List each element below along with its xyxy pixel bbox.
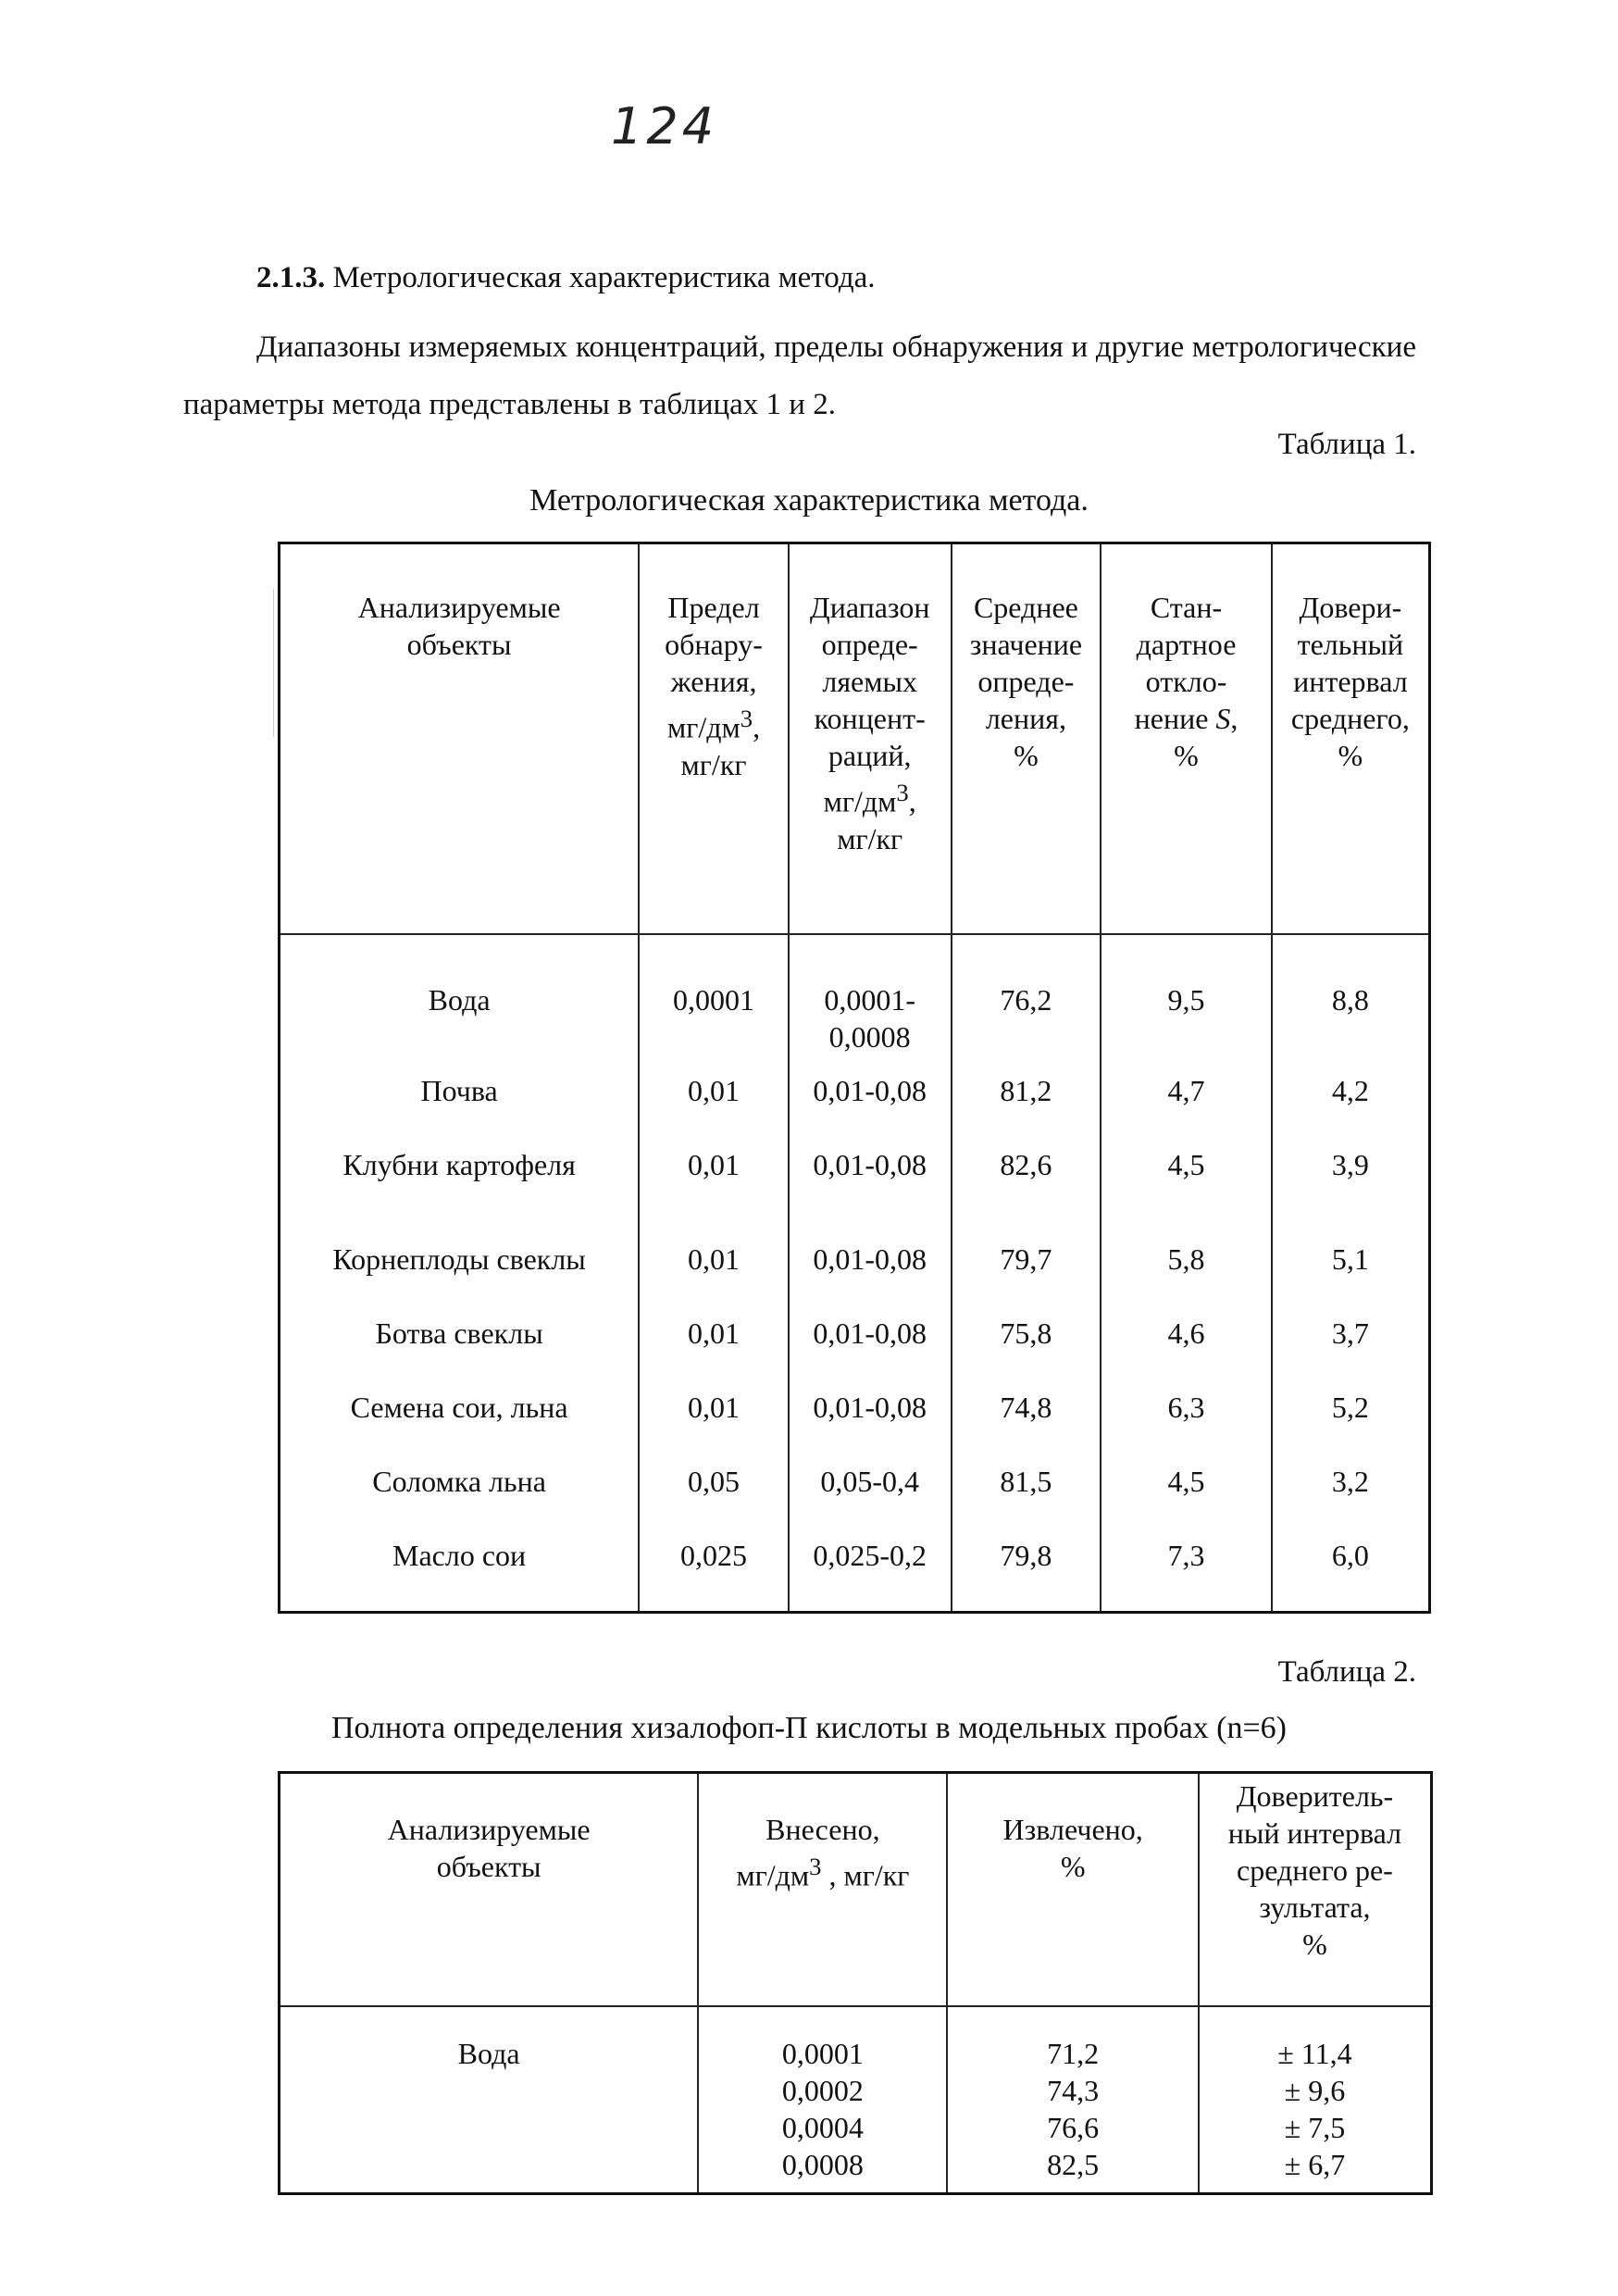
- cell-mean: 82,6: [952, 1129, 1101, 1204]
- cell-range-text: 0,0001-0,0008: [824, 983, 915, 1054]
- cell-ci: 3,2: [1272, 1446, 1430, 1520]
- cell-object: Соломка льна: [280, 1446, 640, 1520]
- cell-added-value: 0,0004: [781, 2111, 864, 2144]
- cell-std: 4,6: [1101, 1298, 1271, 1372]
- cell-object: Семена сои, льна: [280, 1372, 640, 1446]
- cell-range: 0,025-0,2: [789, 1520, 952, 1613]
- table2-label: Таблица 2.: [1277, 1655, 1416, 1689]
- cell-object: Ботва свеклы: [280, 1298, 640, 1372]
- cell-object: Масло сои: [280, 1520, 640, 1613]
- cell-mean: 81,2: [952, 1055, 1101, 1129]
- cell-ci: 4,2: [1272, 1055, 1430, 1129]
- cell-std: 4,5: [1101, 1446, 1271, 1520]
- cell-limit: 0,01: [639, 1055, 789, 1129]
- table1-label: Таблица 1.: [1277, 428, 1416, 461]
- col-header-ci: Доверитель- ный интервал среднего ре- зультата, %: [1199, 1773, 1432, 2007]
- table-row: [280, 1520, 1430, 1613]
- cell-range: 0,01-0,08: [789, 1129, 952, 1204]
- cell-ci-value: ± 11,4: [1277, 2037, 1352, 2070]
- table-metrological-characteristics: [278, 542, 1431, 1614]
- cell-ci: 5,1: [1272, 1204, 1430, 1298]
- table-row: [280, 934, 1430, 1055]
- cell-ci: 6,0: [1272, 1520, 1430, 1613]
- table-row: [280, 1298, 1430, 1372]
- cell-limit: 0,05: [639, 1446, 789, 1520]
- cell-object: Вода: [280, 934, 640, 1055]
- cell-added-value: 0,0002: [781, 2074, 864, 2107]
- col-header-range: Диапазон опреде- ляемых концент- раций, $мг/дм^3$, мг/кг: [789, 543, 952, 935]
- cell-limit: 0,025: [639, 1520, 789, 1613]
- intro-paragraph: Диапазоны измеряемых концентраций, пределы обнаружения и другие метрологические параметры метода представлены в таблицах 1 и 2.: [183, 331, 1416, 421]
- cell-range: 0,01-0,08: [789, 1055, 952, 1129]
- table2-title: Полнота определения хизалофоп-П кислоты в модельных пробах (n=6): [330, 1711, 1287, 1745]
- cell-mean: 79,8: [952, 1520, 1101, 1613]
- cell-recovered-value: 71,2: [1047, 2037, 1100, 2070]
- cell-std: 7,3: [1101, 1520, 1271, 1613]
- cell-added: [698, 2006, 947, 2194]
- table-row: [280, 1055, 1430, 1129]
- table1-header-row: [280, 543, 1430, 935]
- cell-ci-value: ± 6,7: [1284, 2148, 1346, 2181]
- cell-mean: 76,2: [952, 934, 1101, 1055]
- cell-recovered-value: 76,6: [1047, 2111, 1100, 2144]
- cell-limit: 0,01: [639, 1298, 789, 1372]
- cell-recovered-value: 74,3: [1047, 2074, 1100, 2107]
- cell-range: 0,01-0,08: [789, 1298, 952, 1372]
- cell-std: 5,8: [1101, 1204, 1271, 1298]
- col-header-object: Анализируемые объекты: [280, 543, 640, 935]
- cell-range: [789, 934, 952, 1055]
- col-header-recovered: Извлечено, %: [947, 1773, 1198, 2007]
- cell-mean: 79,7: [952, 1204, 1101, 1298]
- col-header-ci: Довери- тельный интервал среднего, %: [1272, 543, 1430, 935]
- cell-limit: 0,01: [639, 1372, 789, 1446]
- col-header-added: Внесено, $мг/дм^3$ , мг/кг: [698, 1773, 947, 2007]
- cell-limit: 0,01: [639, 1129, 789, 1204]
- table-row: [280, 1129, 1430, 1204]
- cell-object: Корнеплоды свеклы: [280, 1204, 640, 1298]
- cell-ci-value: ± 7,5: [1284, 2111, 1346, 2144]
- table1-title: Метрологическая характеристика метода.: [529, 483, 1089, 518]
- cell-std: 4,7: [1101, 1055, 1271, 1129]
- cell-ci: [1199, 2006, 1432, 2194]
- cell-added-value: 0,0001: [781, 2037, 864, 2070]
- cell-mean: 74,8: [952, 1372, 1101, 1446]
- cell-recovered: [947, 2006, 1198, 2194]
- cell-range: 0,01-0,08: [789, 1372, 952, 1446]
- table-row: [280, 2006, 1432, 2194]
- table-recovery-completeness: [278, 1771, 1433, 2195]
- table-row: [280, 1446, 1430, 1520]
- scan-artifact-line: [273, 589, 274, 737]
- cell-std: 6,3: [1101, 1372, 1271, 1446]
- section-title: Метрологическая характеристика метода.: [332, 261, 876, 294]
- cell-ci: 3,9: [1272, 1129, 1430, 1204]
- table2-header-row: [280, 1773, 1432, 2007]
- cell-mean: 75,8: [952, 1298, 1101, 1372]
- table-row: [280, 1372, 1430, 1446]
- table-row: [280, 1204, 1430, 1298]
- cell-mean: 81,5: [952, 1446, 1101, 1520]
- col-header-std: Стан- дартное откло- нение S, %: [1101, 543, 1271, 935]
- cell-ci-value: ± 9,6: [1284, 2074, 1346, 2107]
- cell-added-value: 0,0008: [781, 2148, 864, 2181]
- cell-ci: 3,7: [1272, 1298, 1430, 1372]
- section-number: 2.1.3.: [256, 261, 326, 294]
- col-header-object: Анализируемые объекты: [280, 1773, 699, 2007]
- cell-object: Клубни картофеля: [280, 1129, 640, 1204]
- cell-range: 0,05-0,4: [789, 1446, 952, 1520]
- cell-limit: 0,01: [639, 1204, 789, 1298]
- cell-limit: 0,0001: [639, 934, 789, 1055]
- cell-range: 0,01-0,08: [789, 1204, 952, 1298]
- cell-ci: 5,2: [1272, 1372, 1430, 1446]
- cell-std: 9,5: [1101, 934, 1271, 1055]
- cell-std: 4,5: [1101, 1129, 1271, 1204]
- handwritten-page-number: 124: [611, 97, 718, 156]
- cell-object: Вода: [280, 2006, 699, 2194]
- cell-ci: 8,8: [1272, 934, 1430, 1055]
- section-heading: [256, 261, 876, 295]
- cell-recovered-value: 82,5: [1047, 2148, 1100, 2181]
- col-header-mean: Среднее значение опреде- ления, %: [952, 543, 1101, 935]
- cell-object: Почва: [280, 1055, 640, 1129]
- col-header-limit: Предел обнару- жения, $мг/дм^3$, мг/кг: [639, 543, 789, 935]
